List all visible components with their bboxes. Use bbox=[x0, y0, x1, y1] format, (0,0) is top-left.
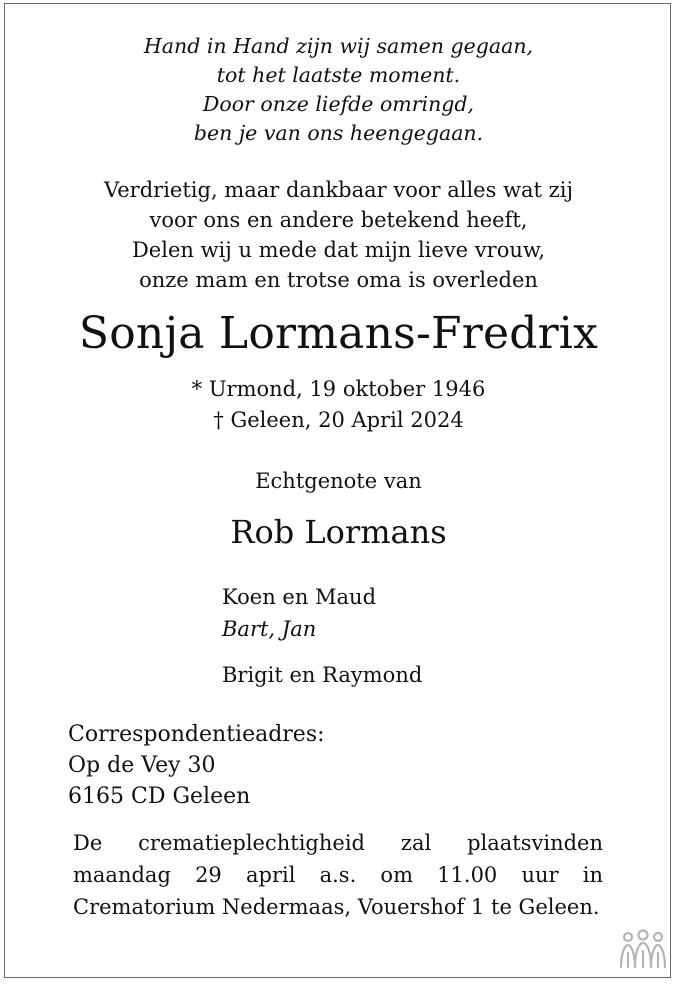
intro-line: voor ons en andere betekend heeft, bbox=[149, 208, 528, 232]
poem-line: tot het laatste moment. bbox=[216, 63, 461, 87]
intro-line: onze mam en trotse oma is overleden bbox=[139, 268, 538, 292]
address-street: Op de Vey 30 bbox=[68, 753, 216, 778]
intro-line: Delen wij u mede dat mijn lieve vrouw, bbox=[131, 238, 546, 262]
poem-line: Hand in Hand zijn wij samen gegaan, bbox=[143, 34, 534, 58]
family-grandchildren-1: Bart, Jan bbox=[222, 617, 317, 641]
life-dates bbox=[0, 374, 677, 436]
memorial-poem bbox=[0, 32, 677, 148]
spouse-role-label: Echtgenote van bbox=[255, 469, 422, 493]
intro-line: Verdrietig, maar dankbaar voor alles wat zij bbox=[104, 178, 573, 202]
spouse-name: Rob Lormans bbox=[230, 513, 447, 551]
correspondence-address bbox=[68, 719, 325, 812]
death-date: † Geleen, 20 April 2024 bbox=[213, 408, 464, 432]
poem-line: Door onze liefde omringd, bbox=[202, 92, 475, 116]
birth-date: * Urmond, 19 oktober 1946 bbox=[191, 377, 486, 401]
address-label: Correspondentieadres: bbox=[68, 722, 325, 747]
family-child-2: Brigit en Raymond bbox=[222, 663, 423, 687]
poem-line: ben je van ons heengegaan. bbox=[193, 121, 484, 145]
announcement-intro bbox=[0, 175, 677, 295]
address-city: 6165 CD Geleen bbox=[68, 784, 251, 809]
family-child-1: Koen en Maud bbox=[222, 585, 377, 609]
family-people-icon bbox=[618, 929, 668, 969]
ceremony-notice: De crematieplechtigheid zal plaatsvinden maandag 29 april a.s. om 11.00 uur in Crematorium Nedermaas, Vouershof 1 te Geleen. bbox=[73, 831, 603, 919]
deceased-name: Sonja Lormans-Fredrix bbox=[78, 308, 599, 359]
